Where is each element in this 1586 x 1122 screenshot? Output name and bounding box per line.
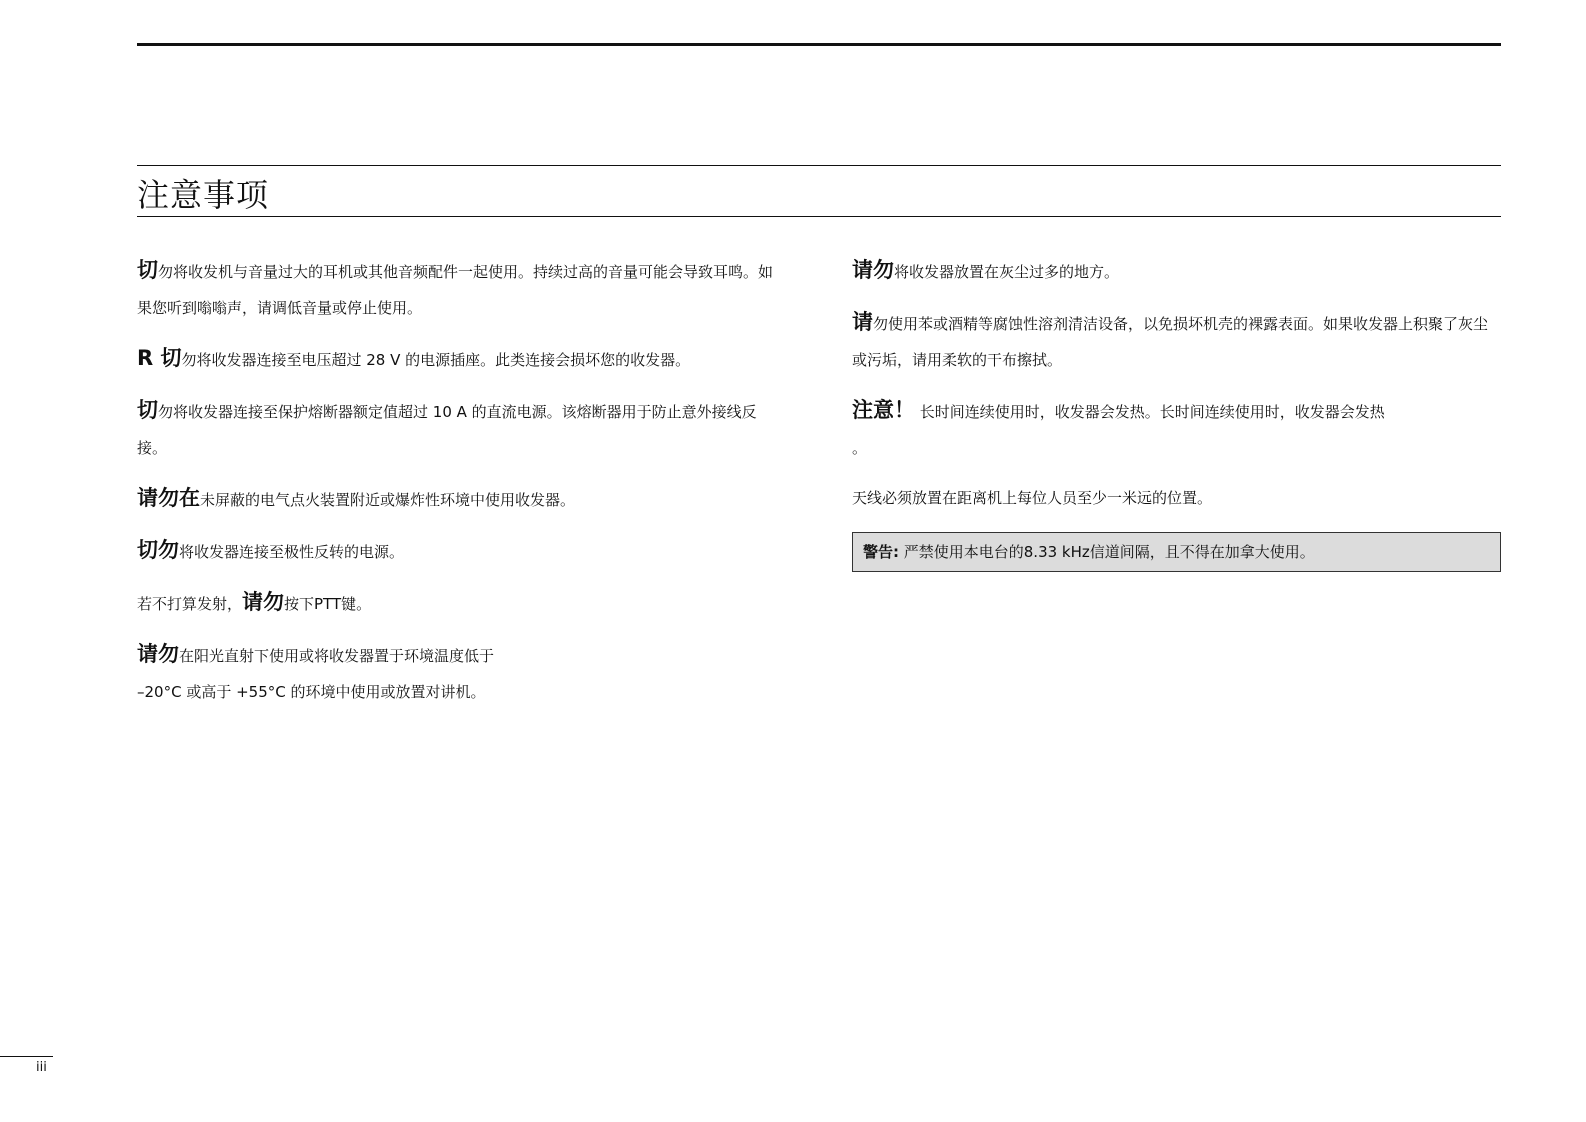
caution-item <box>852 392 1501 466</box>
precaution-item-6 <box>137 584 777 622</box>
precaution-text: 将收发器连接至极性反转的电源。 <box>179 543 405 561</box>
precaution-item-1 <box>137 252 777 326</box>
right-column <box>852 252 1501 572</box>
left-column <box>137 252 777 724</box>
title-rule-top <box>137 165 1501 166</box>
precaution-lead: 切 <box>137 398 158 422</box>
precaution-lead: 切勿 <box>137 538 179 562</box>
precaution-item-9 <box>852 304 1501 378</box>
title-rule-bottom <box>137 216 1501 217</box>
caution-lead: 注意！ <box>852 398 915 422</box>
precaution-text: 勿使用苯或酒精等腐蚀性溶剂清洁设备，以免损坏机壳的裸露表面。如果收发器上积聚了灰尘或污垢，请用柔软的干布擦拭。 <box>852 315 1489 369</box>
precaution-lead: 切 <box>137 258 158 282</box>
precaution-item-3 <box>137 392 777 466</box>
precaution-text: 勿将收发机与音量过大的耳机或其他音频配件一起使用。持续过高的音量可能会导致耳鸣。如果您听到嗡嗡声，请调低音量或停止使用。 <box>137 263 774 317</box>
precaution-lead: 请 <box>852 310 873 334</box>
page-number: iii <box>36 1060 47 1075</box>
precaution-item-5 <box>137 532 777 570</box>
warning-box <box>852 532 1501 572</box>
precaution-lead: 请勿 <box>852 258 894 282</box>
precaution-lead: 请勿 <box>137 642 179 666</box>
precaution-text: 勿将收发器连接至保护熔断器额定值超过 10 A 的直流电源。该熔断器用于防止意外接线反接。 <box>137 403 757 457</box>
caution-text-continued: 。 <box>852 439 868 457</box>
precaution-text: 勿将收发器连接至电压超过 28 V 的电源插座。此类连接会损坏您的收发器。 <box>181 351 691 369</box>
precaution-text: 在阳光直射下使用或将收发器置于环境温度低于 <box>179 647 495 665</box>
page-title: 注意事项 <box>137 176 270 214</box>
antenna-note-text: 天线必须放置在距离机上每位人员至少一米远的位置。 <box>852 489 1213 507</box>
caution-text: 长时间连续使用时，收发器会发热。长时间连续使用时，收发器会发热 <box>915 403 1385 421</box>
precaution-item-4 <box>137 480 777 518</box>
precaution-text: 将收发器放置在灰尘过多的地方。 <box>894 263 1120 281</box>
precaution-item-8 <box>852 252 1501 290</box>
precaution-prefix: 若不打算发射， <box>137 595 243 613</box>
precaution-lead: 请勿 <box>242 590 285 614</box>
antenna-note <box>852 480 1501 516</box>
precaution-lead: 请勿在 <box>137 486 200 510</box>
precaution-item-2 <box>137 340 777 378</box>
warning-label: 警告: <box>863 543 899 561</box>
precaution-text: 未屏蔽的电气点火装置附近或爆炸性环境中使用收发器。 <box>200 491 576 509</box>
precaution-lead: R 切 <box>137 346 182 370</box>
precaution-text: 按下PTT键。 <box>284 595 372 613</box>
precaution-text-continued: –20°C 或高于 +55°C 的环境中使用或放置对讲机。 <box>137 683 486 701</box>
precaution-item-7 <box>137 636 777 710</box>
header-top-rule <box>137 43 1501 46</box>
footer-rule <box>0 1056 53 1057</box>
warning-text: 严禁使用本电台的8.33 kHz信道间隔，且不得在加拿大使用。 <box>899 543 1315 561</box>
